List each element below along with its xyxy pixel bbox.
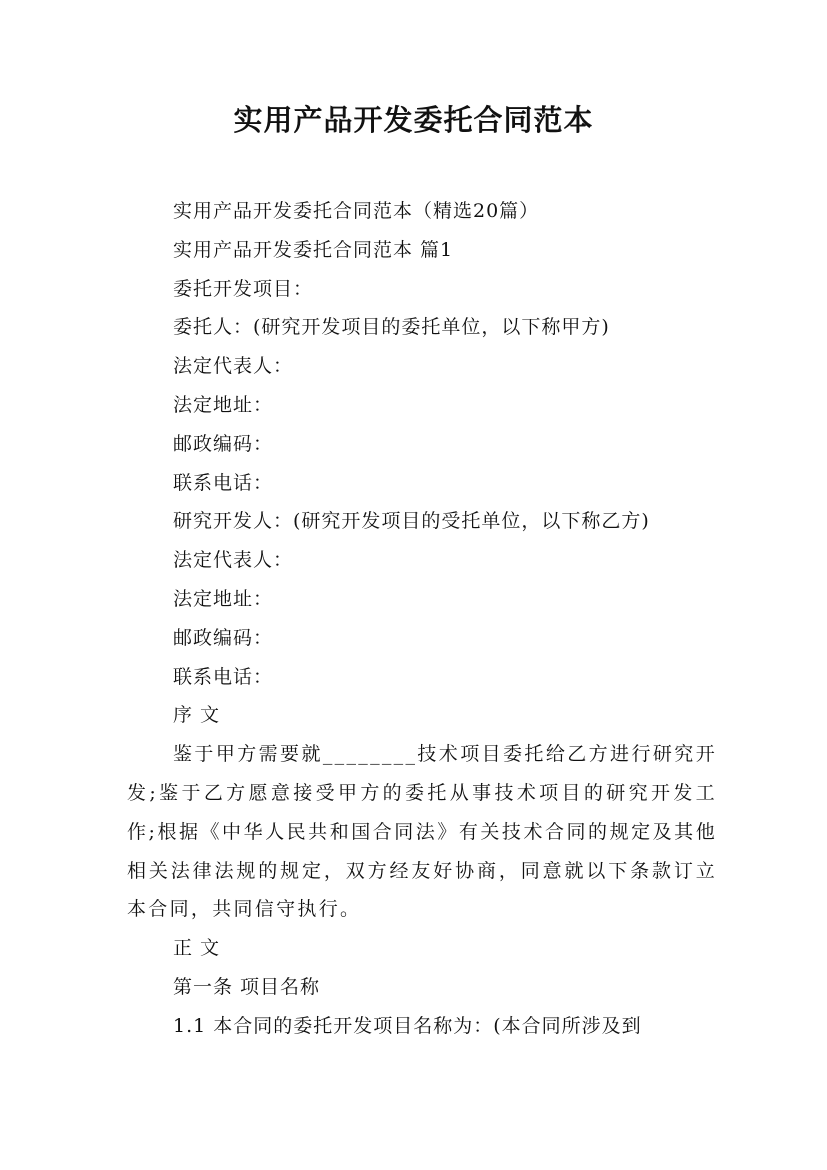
field-project: 委托开发项目：: [173, 277, 314, 300]
preface-heading: 序 文: [173, 704, 221, 727]
article-one-heading: 第一条 项目名称: [173, 975, 321, 998]
main-text-heading: 正 文: [173, 937, 221, 960]
field-client-postcode: 邮政编码：: [173, 432, 274, 455]
field-developer-phone: 联系电话：: [173, 665, 274, 688]
field-developer-representative: 法定代表人：: [173, 549, 294, 572]
section-heading: 实用产品开发委托合同范本 篇1: [173, 238, 454, 261]
document-body: [127, 192, 717, 1046]
field-client: 委托人：(研究开发项目的委托单位，以下称甲方): [173, 316, 610, 339]
field-client-phone: 联系电话：: [173, 471, 274, 494]
clause-1-1: 1.1 本合同的委托开发项目名称为：(本合同所涉及到: [173, 1014, 642, 1037]
field-client-address: 法定地址：: [173, 393, 274, 416]
field-developer-address: 法定地址：: [173, 587, 274, 610]
field-client-representative: 法定代表人：: [173, 355, 294, 378]
field-developer: 研究开发人：(研究开发项目的受托单位，以下称乙方): [173, 510, 650, 533]
preface-paragraph: 鉴于甲方需要就________技术项目委托给乙方进行研究开发;鉴于乙方愿意接受甲方的委托从事技术项目的研究开发工作;根据《中华人民共和国合同法》有关技术合同的规定及其他相关法律法规的规定，双方经友好协商，同意就以下条款订立本合同，共同信守执行。: [127, 743, 717, 921]
field-developer-postcode: 邮政编码：: [173, 626, 274, 649]
document-title: 实用产品开发委托合同范本: [233, 103, 594, 137]
subtitle-line: 实用产品开发委托合同范本（精选20篇）: [173, 200, 540, 222]
